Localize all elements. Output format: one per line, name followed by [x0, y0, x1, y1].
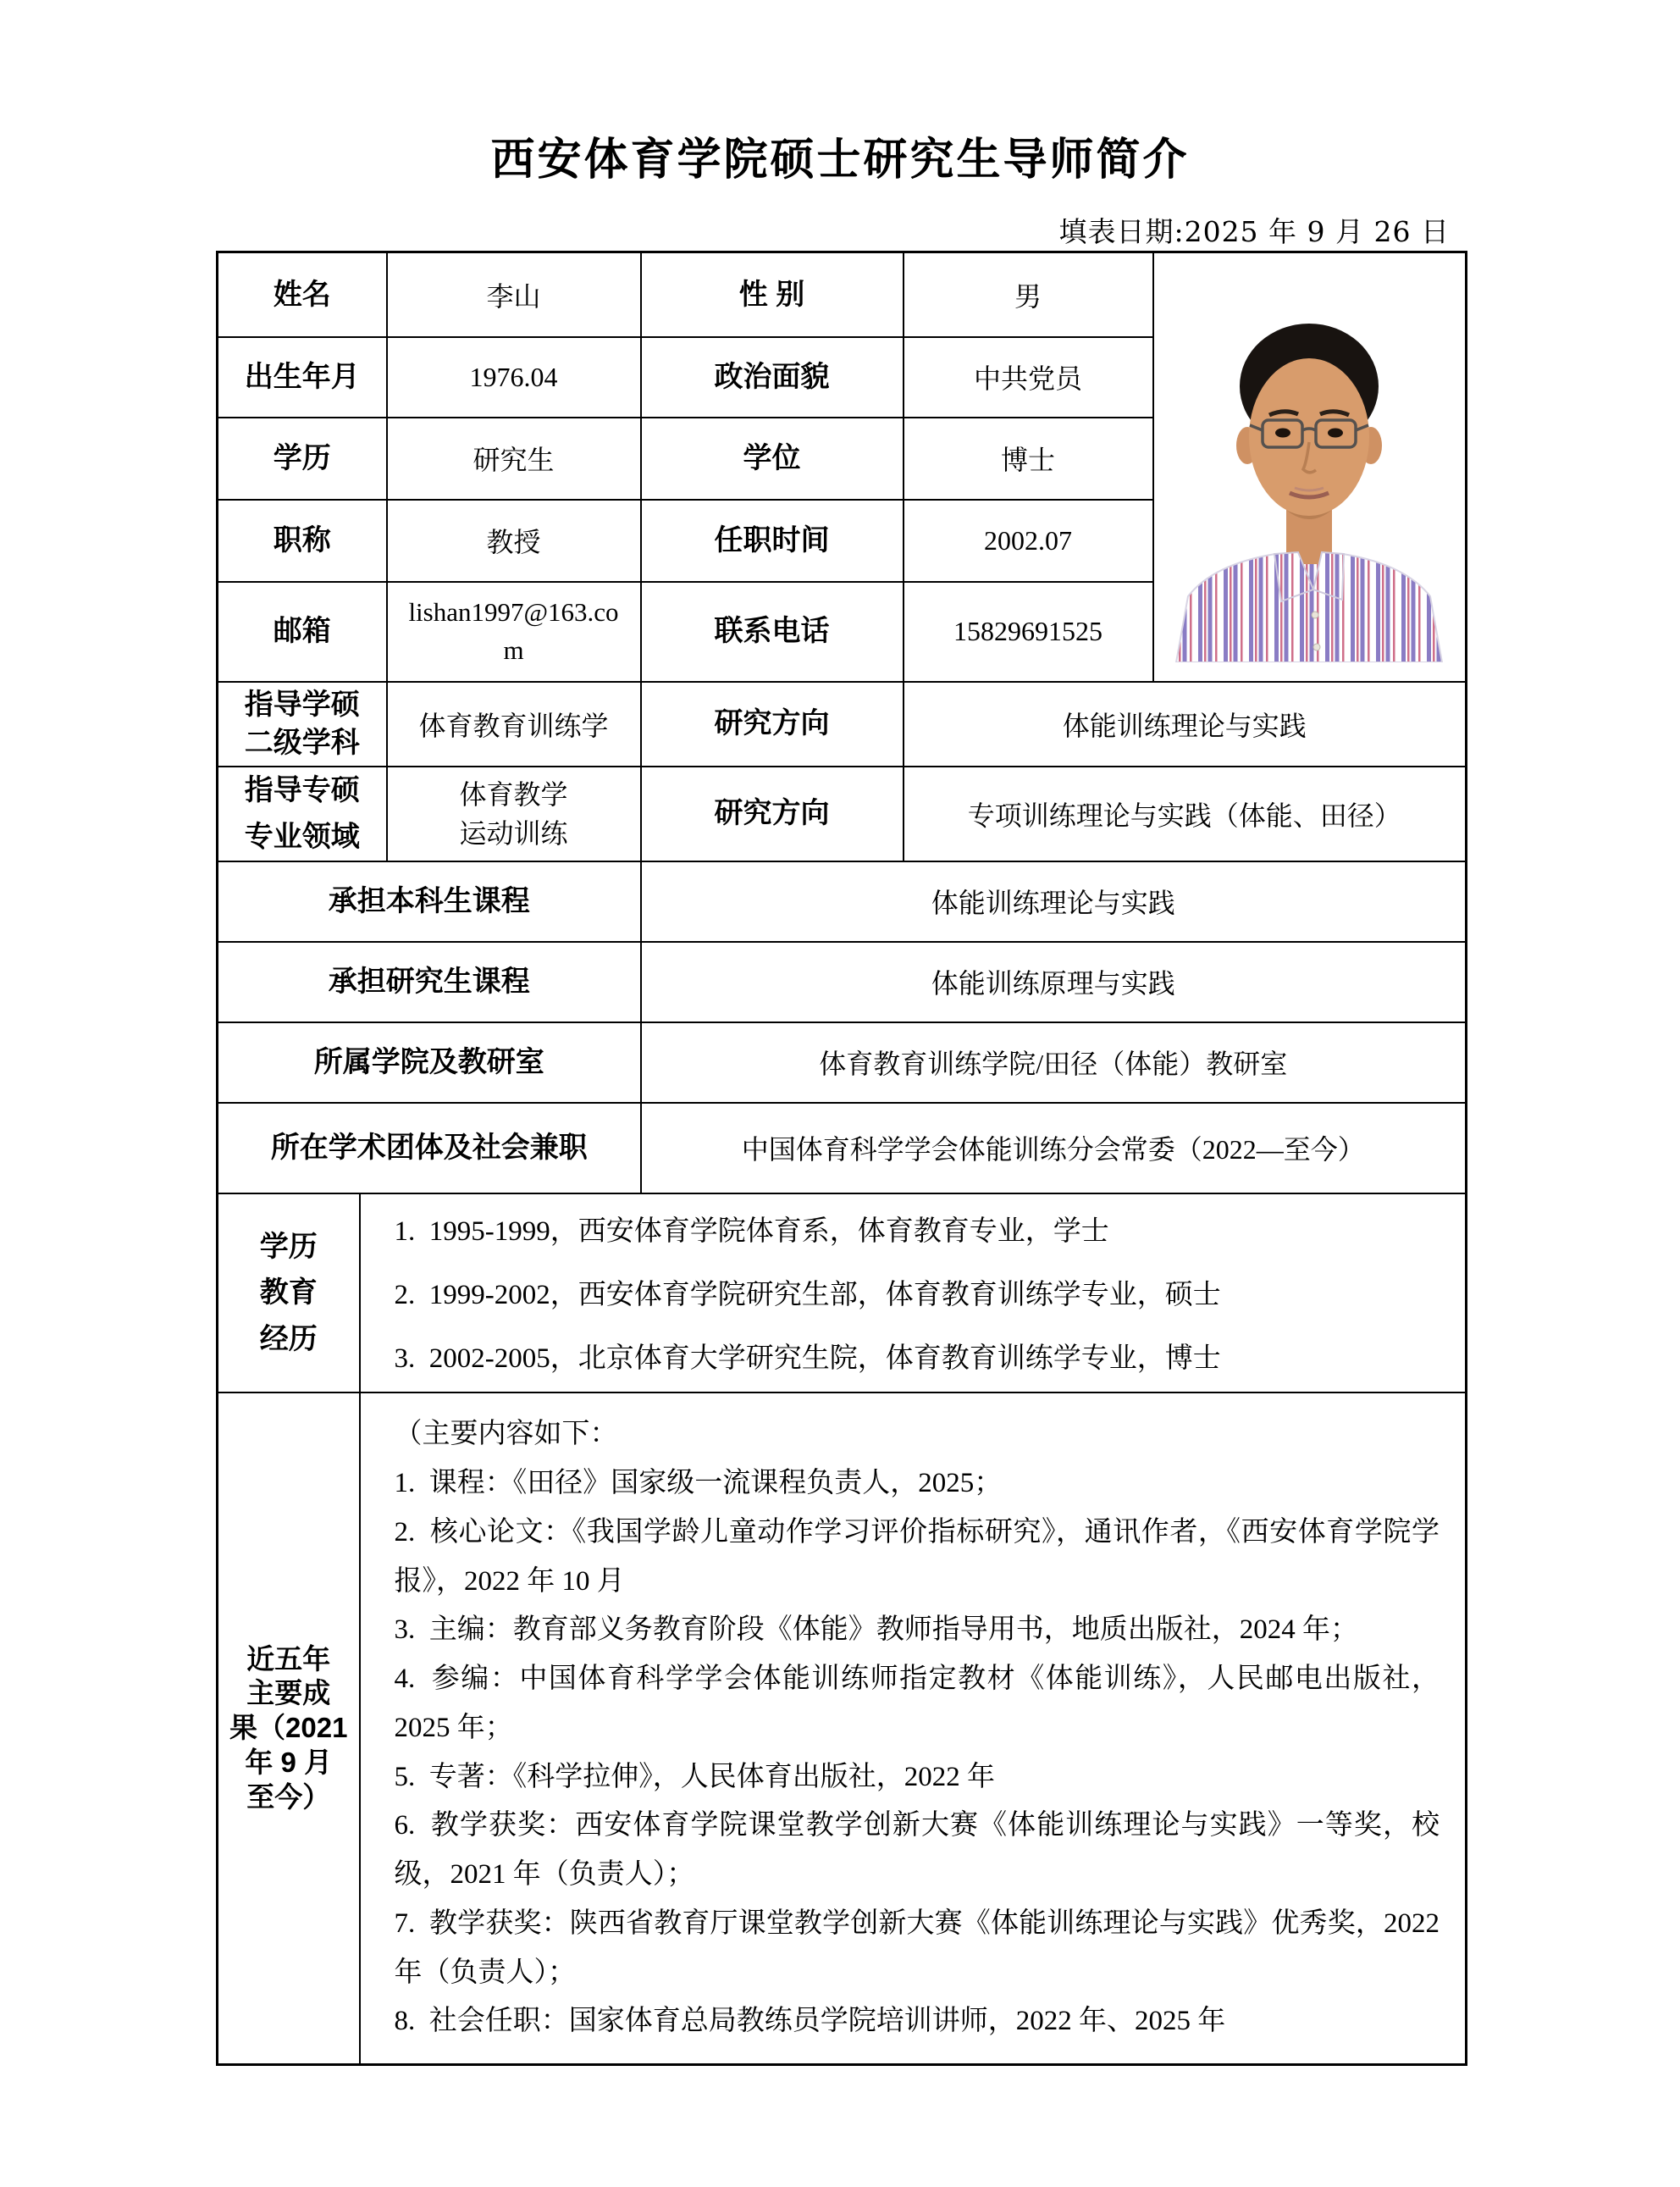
achievements-label-line2: 主要成	[246, 1677, 331, 1709]
achievements-label-line1: 近五年	[246, 1642, 331, 1675]
name-label: 姓名	[218, 252, 387, 337]
education-history-label-line1: 学历	[259, 1230, 318, 1263]
professional-field-value-line1: 体育教学	[459, 778, 568, 810]
name-value: 李山	[387, 252, 641, 337]
academic-direction-value: 体能训练理论与实践	[904, 682, 1467, 767]
achievement-item: 8. 社会任职：国家体育总局教练员学院培训讲师，2022 年、2025 年	[394, 2006, 1226, 2037]
achievement-item: 7. 教学获奖：陕西省教育厅课堂教学创新大赛《体能训练理论与实践》优秀奖，2022 年（负责人）；	[394, 1907, 1447, 1988]
form-date: 填表日期:2025 年 9 月 26 日	[1058, 215, 1450, 248]
row-societies	[218, 1103, 1467, 1193]
email-value: lishan1997@163.com	[387, 582, 641, 682]
academic-direction-label: 研究方向	[641, 682, 904, 767]
societies-value: 中国体育科学学会体能训练分会常委（2022—至今）	[641, 1103, 1467, 1193]
department-value: 体育教育训练学院/田径（体能）教研室	[641, 1022, 1467, 1103]
degree-label: 学位	[641, 418, 904, 500]
achievements-label-line3: 果（2021	[229, 1712, 348, 1744]
achievements-content	[360, 1392, 1467, 2064]
achievements-label	[218, 1392, 360, 2064]
professional-direction-label: 研究方向	[641, 767, 904, 861]
education-history-content	[360, 1193, 1467, 1393]
grad-courses-label: 承担研究生课程	[218, 942, 641, 1022]
professional-field-label-line2: 专业领域	[244, 820, 360, 853]
row-undergrad-courses	[218, 861, 1467, 942]
row-achievements	[218, 1392, 1467, 2064]
row-education-history	[218, 1193, 1467, 1393]
appointment-value: 2002.07	[904, 500, 1153, 582]
academic-discipline-value: 体育教育训练学	[387, 682, 641, 767]
politics-label: 政治面貌	[641, 337, 904, 418]
achievements-intro: （主要内容如下：	[394, 1419, 618, 1450]
politics-value: 中共党员	[904, 337, 1153, 418]
academic-discipline-label-line2: 二级学科	[244, 726, 360, 759]
gender-label: 性 别	[641, 252, 904, 337]
achievement-item: 5. 专著：《科学拉伸》，人民体育出版社，2022 年	[394, 1761, 995, 1792]
education-item: 3. 2002-2005，北京体育大学研究生院，体育教育训练学专业，博士	[394, 1343, 1221, 1374]
portrait-photo	[1153, 252, 1467, 682]
profile-table	[216, 251, 1467, 2066]
gender-value: 男	[904, 252, 1153, 337]
achievements-label-line5: 至今）	[246, 1781, 331, 1813]
professional-field-value-line2: 运动训练	[459, 817, 568, 849]
job-title-value: 教授	[387, 500, 641, 582]
education-item: 2. 1999-2002，西安体育学院研究生部，体育教育训练学专业，硕士	[394, 1279, 1221, 1310]
phone-label: 联系电话	[641, 582, 904, 682]
societies-label: 所在学术团体及社会兼职	[218, 1103, 641, 1193]
row-academic-guidance	[218, 682, 1467, 767]
department-label: 所属学院及教研室	[218, 1022, 641, 1103]
birth-value: 1976.04	[387, 337, 641, 418]
education-history-label	[218, 1193, 360, 1393]
page-title: 西安体育学院硕士研究生导师简介	[490, 136, 1190, 185]
email-label: 邮箱	[218, 582, 387, 682]
job-title-label: 职称	[218, 500, 387, 582]
undergrad-courses-value: 体能训练理论与实践	[641, 861, 1467, 942]
achievement-item: 4. 参编：中国体育科学学会体能训练师指定教材《体能训练》，人民邮电出版社，2025 年；	[394, 1664, 1440, 1743]
professional-field-label-line1: 指导专硕	[244, 773, 360, 806]
academic-discipline-label-line1: 指导学硕	[244, 689, 360, 722]
degree-value: 博士	[904, 418, 1153, 500]
achievement-item: 1. 课程：《田径》国家级一流课程负责人，2025；	[394, 1468, 1003, 1499]
professional-direction-value: 专项训练理论与实践（体能、田径）	[904, 767, 1467, 861]
row-grad-courses	[218, 942, 1467, 1022]
row-professional-guidance	[218, 767, 1467, 861]
grad-courses-value: 体能训练原理与实践	[641, 942, 1467, 1022]
education-label: 学历	[218, 418, 387, 500]
professional-field-value	[387, 767, 641, 861]
portrait-photo-illustration	[1169, 291, 1449, 662]
appointment-label: 任职时间	[641, 500, 904, 582]
row-name-gender	[218, 252, 1467, 337]
academic-discipline-label	[218, 682, 387, 767]
achievements-label-line4: 年 9 月	[245, 1747, 333, 1779]
achievement-item: 6. 教学获奖：西安体育学院课堂教学创新大赛《体能训练理论与实践》一等奖，校级，2021 年（负责人）；	[394, 1810, 1440, 1891]
phone-value: 15829691525	[904, 582, 1153, 682]
education-item: 1. 1995-1999，西安体育学院体育系，体育教育专业，学士	[394, 1215, 1109, 1247]
undergrad-courses-label: 承担本科生课程	[218, 861, 641, 942]
row-department	[218, 1022, 1467, 1103]
education-history-label-line3: 经历	[259, 1322, 318, 1355]
achievement-item: 2. 核心论文：《我国学龄儿童动作学习评价指标研究》，通讯作者，《西安体育学院学报》，2022 年 10 月	[394, 1516, 1440, 1597]
professional-field-label	[218, 767, 387, 861]
education-history-label-line2: 教育	[259, 1276, 318, 1309]
birth-label: 出生年月	[218, 337, 387, 418]
education-value: 研究生	[387, 418, 641, 500]
achievement-item: 3. 主编：教育部义务教育阶段《体能》教师指导用书，地质出版社，2024 年；	[394, 1614, 1358, 1646]
